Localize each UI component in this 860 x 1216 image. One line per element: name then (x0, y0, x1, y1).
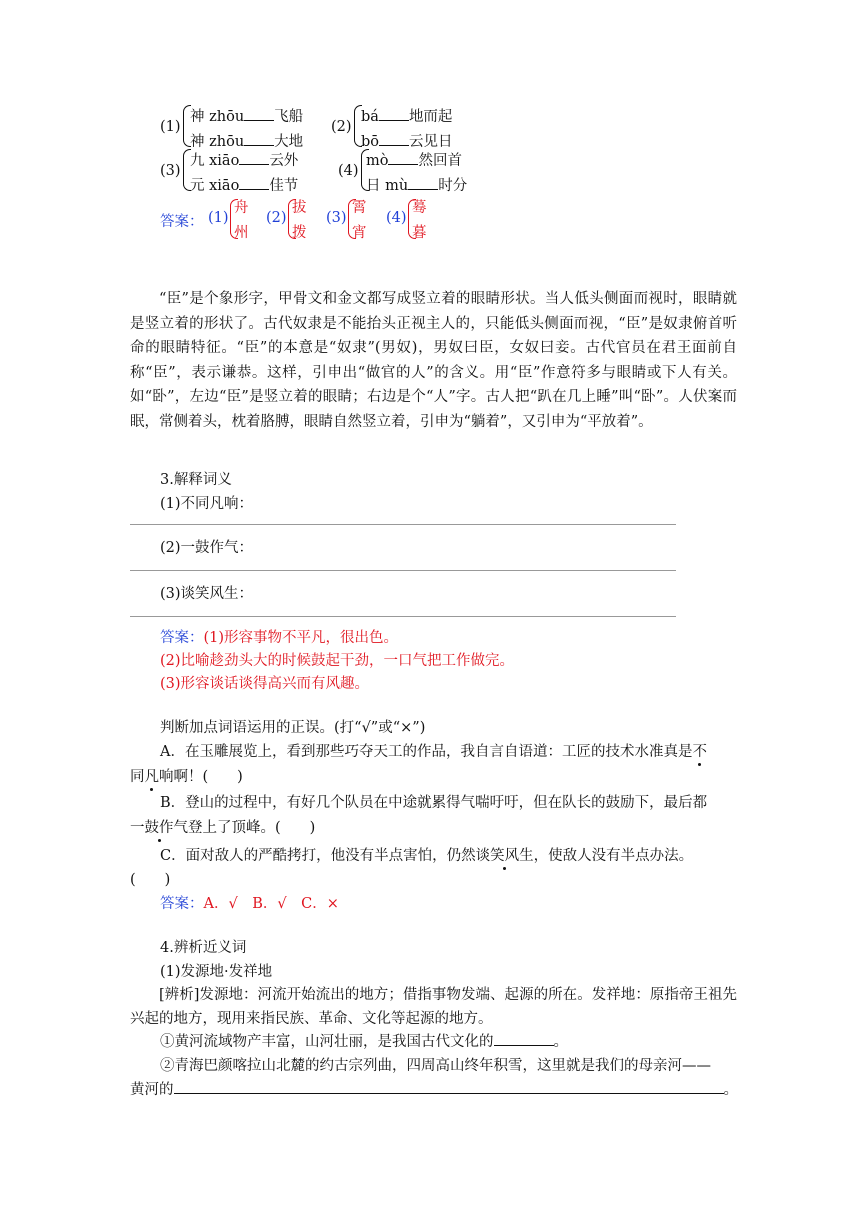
section3-title: 3.解释词义 (160, 472, 232, 488)
q3-number: (3) (160, 163, 181, 179)
pinyin-answer-1a: 舟 (234, 200, 249, 216)
q3-line2: 元 xiāo 佳节 (190, 178, 299, 194)
section3-answer-2: (2)比喻趁劲头大的时候鼓起干劲，一口气把工作做完。 (160, 653, 515, 669)
answer-line-1 (130, 524, 676, 525)
judge-c-line1: C．面对敌人的严酷拷打，他没有半点害怕，仍然谈笑风生，使敌人没有半点办法。 (160, 844, 693, 865)
pinyin-answer-3-num: (3) (326, 210, 347, 226)
pinyin-answer-2-num: (2) (266, 210, 287, 226)
section3-item-3: (3)谈笑风生： (160, 586, 254, 602)
section4-analysis: [辨析]发源地：河流开始流出的地方；借指事物发端、起源的所在。发祥地：原指帝王祖先兴起的地方，现用来指民族、革命、文化等起源的地方。 (130, 987, 737, 1027)
judge-c-paren: ( ) (130, 872, 171, 888)
judge-answer: 答案：A．√ B．√ C．× (160, 896, 339, 912)
section3-item-1: (1)不同凡响： (160, 496, 254, 512)
pinyin-answer-3b: 宵 (352, 225, 367, 241)
pinyin-answer-label: 答案： (160, 214, 204, 230)
q2-line2: bō 云见日 (361, 134, 453, 150)
section4-q1: ①黄河流域物产丰富，山河壮丽，是我国古代文化的 。 (160, 1034, 568, 1050)
q1-line1: 神 zhōu 飞船 (190, 109, 304, 125)
pinyin-answer-4a: 蓦 (412, 200, 427, 216)
dotted-word: 不 (692, 740, 707, 761)
section3-item-2: (2)一鼓作气： (160, 540, 254, 556)
section4-q2-line1: ②青海巴颜喀拉山北麓的约古宗列曲，四周高山终年积雪，这里就是我们的母亲河—— (160, 1058, 711, 1074)
q2-number: (2) (331, 119, 352, 135)
pinyin-answer-1b: 州 (234, 225, 249, 241)
answer-line-2 (130, 570, 676, 571)
section4-sub: (1)发源地·发祥地 (160, 964, 273, 980)
chen-paragraph: “臣”是个象形字，甲骨文和金文都写成竖立着的眼睛形状。当人低头侧面而视时，眼睛就是竖立着的形状了。古代奴隶是不能抬头正视主人的，只能低头侧面而视，“臣”是奴隶俯首听命的眼睛特征。“臣”的本意是“奴隶”(男奴)，男奴曰臣，女奴曰妾。古代官员在君王面前自称“臣”，表示谦恭。这样，引申出“做官的人”的含义。用“臣”作意符多与眼睛或下人有关。如“卧”，左边“臣”是竖立着的眼睛；右边是个“人”字。古人把“趴在几上睡”叫“卧”。人伏案而眠，常侧着头，枕着胳膊，眼睛自然竖立着，引申为“躺着”，又引申为“平放着”。 (130, 291, 737, 430)
pinyin-answer-3a: 霄 (352, 200, 367, 216)
q4-number: (4) (338, 163, 359, 179)
judge-b-line2: 一鼓作气登上了顶峰。( ) (130, 816, 315, 837)
judge-a-line2: 同凡响啊！( ) (130, 765, 243, 786)
q3-line1: 九 xiāo 云外 (190, 153, 299, 169)
q1-line2: 神 zhōu 大地 (190, 134, 304, 150)
section3-answer-1: 答案：(1)形容事物不平凡，很出色。 (160, 630, 399, 646)
q4-line2: 日 mù 时分 (366, 178, 468, 194)
pinyin-answer-1-num: (1) (208, 210, 229, 226)
dotted-word: 一鼓作气 (130, 816, 188, 837)
q2-line1: bá 地而起 (361, 109, 453, 125)
pinyin-answer-4-num: (4) (386, 210, 407, 226)
dotted-word: 谈笑风生 (476, 844, 534, 865)
pinyin-answer-2a: 拔 (292, 200, 307, 216)
q4-line1: mò 然回首 (366, 153, 462, 169)
judge-title: 判断加点词语运用的正误。(打“√”或“×”) (160, 720, 426, 736)
judge-a-line1: A．在玉雕展览上，看到那些巧夺天工的作品，我自言自语道：工匠的技术水准真是不 (160, 740, 707, 761)
dotted-word: 同凡响 (130, 765, 174, 786)
pinyin-answer-4b: 暮 (412, 225, 427, 241)
section4-q2-line2: 黄河的 。 (130, 1082, 738, 1098)
judge-b-line1: B．登山的过程中，有好几个队员在中途就累得气喘吁吁，但在队长的鼓励下，最后都 (160, 795, 708, 811)
q1-number: (1) (160, 119, 181, 135)
section4-title: 4.辨析近义词 (160, 940, 247, 956)
answer-line-3 (130, 616, 676, 617)
section3-answer-3: (3)形容谈话谈得高兴而有风趣。 (160, 676, 370, 692)
pinyin-answer-2b: 拨 (292, 225, 307, 241)
